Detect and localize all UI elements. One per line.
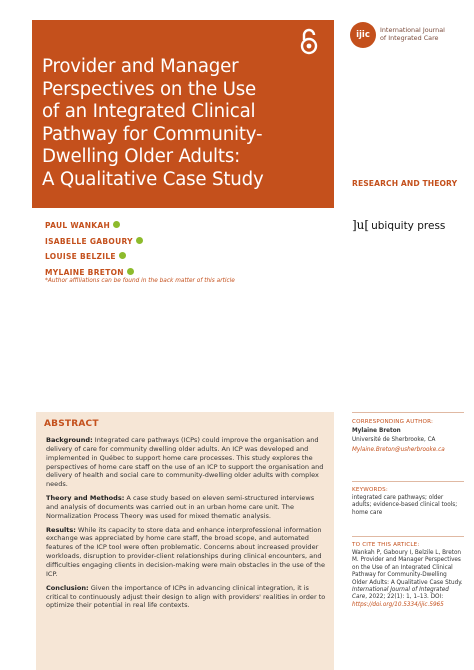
author-item bbox=[45, 218, 143, 234]
cite-text-part: Wankah P, Gaboury I, Belzile L, Breton M. Provider and Manager Perspectives on the Use of an Integrated Clinical Pathway for Community-Dwelling Older Adults: A Qualitative Case Study. bbox=[352, 550, 463, 586]
author-list bbox=[45, 218, 143, 280]
abstract-section-label: Conclusion: bbox=[46, 583, 89, 592]
corresponding-author bbox=[352, 419, 464, 454]
abstract-section-label: Theory and Methods: bbox=[46, 494, 125, 503]
journal-name bbox=[380, 26, 445, 42]
article-type-label: RESEARCH AND THEORY bbox=[352, 179, 458, 188]
corresponding-affiliation: Université de Sherbrooke, CA bbox=[352, 437, 436, 444]
abstract-section bbox=[46, 584, 328, 611]
abstract-section-text: A case study based on eleven semi-structured interviews and analysis of documents was carried out in an urban home care unit. The Normalization Process Theory was used for mixed thematic analysis. bbox=[46, 494, 315, 520]
abstract-section-text: Given the importance of ICPs in advancing clinical integration, it is critical to continuously adjust their design to align with providers' realities in order to optimize their potential in real life contexts. bbox=[46, 583, 326, 610]
orcid-icon[interactable] bbox=[127, 268, 134, 275]
publisher-logo[interactable] bbox=[352, 218, 445, 232]
abstract-body bbox=[46, 436, 328, 615]
cite-text-part: , 2022; 22(1): 1, 1–13. DOI: bbox=[365, 594, 444, 601]
author-item bbox=[45, 249, 143, 265]
orcid-icon[interactable] bbox=[119, 252, 126, 259]
cite-label: TO CITE THIS ARTICLE: bbox=[352, 542, 420, 548]
corresponding-label: CORRESPONDING AUTHOR: bbox=[352, 419, 434, 425]
doi-link[interactable]: https://doi.org/10.5334/ijic.5965 bbox=[352, 601, 444, 608]
journal-name-line: International Journal bbox=[380, 26, 445, 34]
abstract-section bbox=[46, 526, 328, 579]
keywords-block bbox=[352, 487, 464, 517]
title-line: Provider and Manager bbox=[42, 56, 239, 77]
divider bbox=[352, 536, 464, 537]
article-title bbox=[42, 56, 330, 191]
abstract-section-text: While its capacity to store data and enhance interprofessional information exchange was appreciated by home care staff, the broad scope, and automated features of the ICP tool were often problematic. Concerns about increased provider workloads, disruption to provider-client relationships during clinical encounters, and difficulties engaging clients in decision-making were main obstacles in the use of the ICP. bbox=[46, 525, 325, 578]
abstract-section bbox=[46, 436, 328, 489]
cite-journal: International Journal of Integrated Care bbox=[352, 587, 449, 601]
title-line: Pathway for Community- bbox=[42, 123, 263, 145]
citation-block bbox=[352, 542, 464, 609]
author-name: ISABELLE GABOURY bbox=[45, 236, 133, 246]
keywords-text: integrated care pathways; older adults; evidence-based clinical tools; home care bbox=[352, 495, 458, 516]
title-line: Perspectives on the Use bbox=[42, 78, 257, 100]
divider bbox=[352, 412, 464, 413]
journal-logo-mark: ijic bbox=[350, 22, 376, 48]
abstract-section-label: Results: bbox=[46, 525, 76, 534]
author-name: LOUISE BELZILE bbox=[45, 252, 116, 261]
orcid-icon[interactable] bbox=[136, 237, 143, 244]
keywords-label: KEYWORDS: bbox=[352, 487, 388, 493]
corresponding-name: Mylaine Breton bbox=[352, 428, 401, 434]
abstract-section-text: Integrated care pathways (ICPs) could improve the organisation and delivery of care for community dwelling older adults. An ICP was developed and implemented in Québec to support home care processes. This study explores the perspectives of home care staff on the use of an ICP to support the organisation and delivery of health and social care to community-dwelling older adults with complex needs. bbox=[46, 436, 324, 489]
publisher-name: ubiquity press bbox=[371, 220, 446, 232]
author-name: PAUL WANKAH bbox=[45, 221, 111, 230]
journal-name-line: of Integrated Care bbox=[380, 34, 439, 42]
cite-text bbox=[352, 550, 464, 609]
journal-logo[interactable] bbox=[350, 22, 460, 50]
abstract-section bbox=[46, 494, 328, 521]
open-access-lock-icon bbox=[300, 28, 318, 56]
divider bbox=[352, 481, 464, 482]
affiliation-note: *Author affiliations can be found in the back matter of this article bbox=[45, 278, 235, 284]
abstract-heading: ABSTRACT bbox=[44, 419, 99, 429]
corresponding-email-link[interactable]: Mylaine.Breton@usherbrooke.ca bbox=[352, 446, 445, 453]
title-line: Dwelling Older Adults: bbox=[42, 146, 241, 167]
title-line: A Qualitative Case Study bbox=[42, 168, 264, 190]
author-name: MYLAINE BRETON bbox=[45, 267, 124, 277]
author-item bbox=[45, 234, 143, 250]
publisher-mark: ]u[ bbox=[352, 218, 370, 232]
title-line: of an Integrated Clinical bbox=[42, 101, 256, 122]
orcid-icon[interactable] bbox=[113, 221, 120, 228]
abstract-section-label: Background: bbox=[46, 436, 93, 444]
